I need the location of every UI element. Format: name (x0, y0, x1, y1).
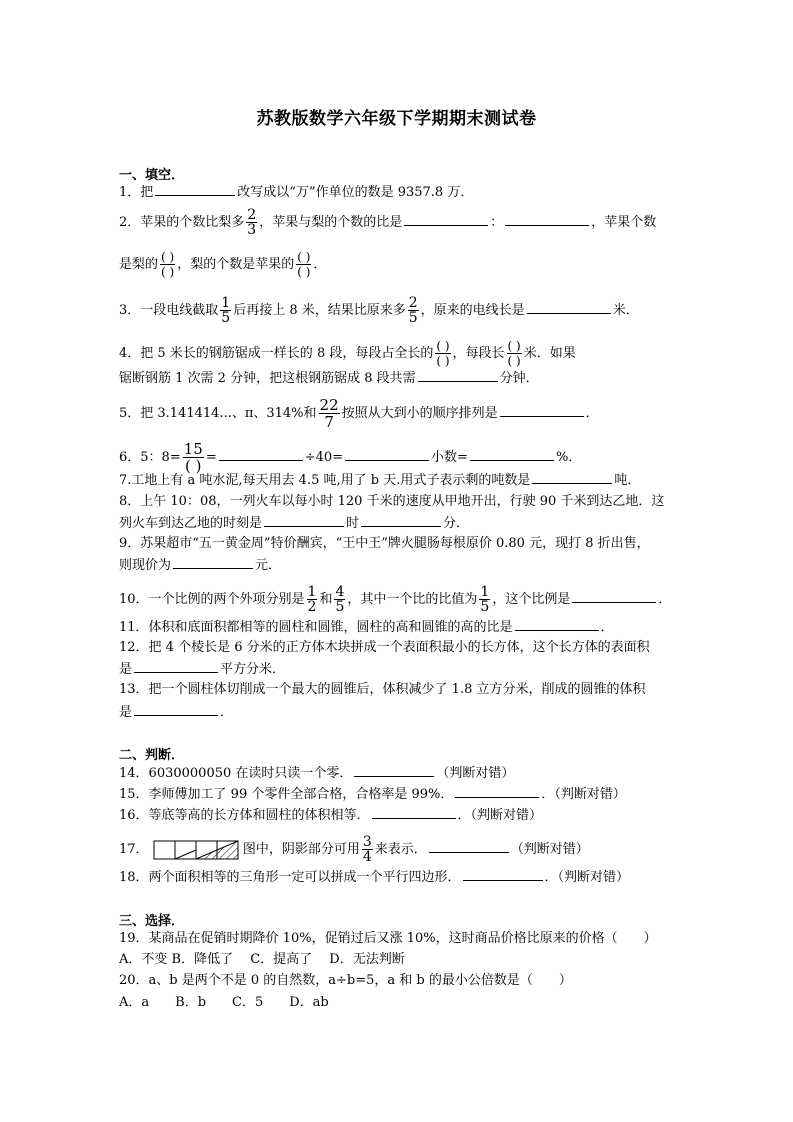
question-1: 1．把 改写成以“万”作单位的数是 9357.8 万． (119, 185, 474, 200)
question-17: 17． 图中，阴影部分可用 $\frac{3}{4}$ 来表示． （判断对错） (119, 834, 589, 865)
answer-blank[interactable] (515, 618, 599, 631)
question-8-cont: 列火车到达乙地的时刻是 时 分． (119, 516, 470, 531)
question-14: 14．6030000050 在读时只读一个零． （判断对错） (119, 766, 515, 781)
page-title: 苏教版数学六年级下学期期末测试卷 (256, 109, 537, 129)
answer-blank[interactable] (219, 448, 303, 461)
blank-fraction[interactable]: $\frac{( )}{( )}$ (297, 250, 311, 279)
answer-blank[interactable] (532, 471, 612, 484)
blank-fraction[interactable]: $\frac{( )}{( )}$ (507, 339, 521, 368)
answer-blank[interactable] (418, 369, 498, 382)
answer-blank[interactable] (505, 213, 589, 226)
question-5: 5．把 3.141414...、π、314%和 $\frac{22}{7}$ 按照从大到小的顺序排列是 ． (119, 396, 599, 431)
section-heading-fill-in: 一、填空． (119, 168, 185, 183)
question-18: 18．两个面积相等的三角形一定可以拼成一个平行四边形． ．（判断对错） (119, 870, 630, 885)
question-11: 11．体积和底面积都相等的圆柱和圆锥，圆柱的高和圆锥的高的比是 ． (119, 620, 614, 635)
question-4: 4．把 5 米长的钢筋锯成一样长的 8 段，每段占全长的 $\frac{( )}{( )}$ ，每段长 $\frac{( )}{( )}$ 米．如果 (119, 339, 576, 368)
answer-blank[interactable] (500, 404, 584, 417)
question-12: 12．把 4 个棱长是 6 分米的正方体木块拼成一个表面积最小的长方体，这个长方体的表面积 (119, 640, 650, 655)
question-4-cont: 锯断钢筋 1 次需 2 分钟，把这根钢筋锯成 8 段共需 分钟． (119, 371, 539, 386)
section-heading-multiple-choice: 三、选择． (119, 914, 185, 929)
fraction: $\frac{1}{5}$ (480, 584, 490, 615)
answer-blank[interactable] (404, 213, 488, 226)
answer-blank[interactable] (345, 448, 429, 461)
answer-blank[interactable] (455, 785, 539, 798)
answer-blank[interactable] (264, 514, 344, 527)
question-6: 6．5：8= $\frac{15}{( )}$ = ÷40= 小数= %． (119, 440, 582, 475)
answer-blank[interactable] (572, 590, 656, 603)
blank-fraction[interactable]: $\frac{( )}{( )}$ (436, 339, 450, 368)
question-9: 9．苏果超市“五一黄金周”特价酬宾，“王中王”牌火腿肠每根原价 0.80 元，现打 8 折出售， (119, 536, 650, 551)
fraction: $\frac{4}{5}$ (335, 584, 345, 615)
answer-blank[interactable] (429, 840, 509, 853)
question-8: 8．上午 10：08，一列火车以每小时 120 千米的速度从甲地开出，行驶 90 千米到达乙地．这 (119, 494, 665, 509)
fraction[interactable]: $\frac{15}{( )}$ (183, 440, 203, 475)
answer-blank[interactable] (354, 764, 434, 777)
question-2-cont: 是梨的 $\frac{( )}{( )}$ ，梨的个数是苹果的 $\frac{( )}{( )}$ ． (119, 250, 327, 279)
fraction: $\frac{3}{4}$ (362, 834, 372, 865)
answer-blank[interactable] (361, 514, 441, 527)
question-10: 10．一个比例的两个外项分别是 $\frac{1}{2}$ 和 $\frac{4}{5}$ ，其中一个比的比值为 $\frac{1}{5}$ ，这个比例是 ． (119, 584, 672, 615)
question-19-options[interactable]: A．不变 B．降低了 C．提高了 D．无法判断 (119, 952, 405, 967)
fraction: $\frac{1}{2}$ (307, 584, 317, 615)
question-2: 2．苹果的个数比梨多 $\frac{2}{3}$ ，苹果与梨的个数的比是 ： ，苹果个数 (119, 207, 657, 238)
answer-blank[interactable] (134, 660, 218, 673)
answer-blank[interactable] (155, 183, 235, 196)
question-16: 16．等底等高的长方体和圆柱的体积相等． ．（判断对错） (119, 808, 543, 823)
answer-blank[interactable] (470, 448, 554, 461)
question-3: 3．一段电线截取 $\frac{1}{5}$ 后再接上 8 米，结果比原来多 $\frac{2}{5}$ ，原来的电线长是 米． (119, 295, 639, 326)
answer-blank[interactable] (463, 868, 543, 881)
answer-blank[interactable] (527, 301, 611, 314)
answer-blank[interactable] (173, 556, 253, 569)
answer-blank[interactable] (134, 703, 218, 716)
question-13: 13．把一个圆柱体切削成一个最大的圆锥后，体积减少了 1.8 立方分米，削成的圆锥的体积 (119, 682, 646, 697)
question-19: 19．某商品在促销时期降价 10%，促销过后又涨 10%，这时商品价格比原来的价格（ ） (119, 931, 657, 946)
question-9-cont: 则现价为 元． (119, 558, 282, 573)
shaded-rectangle-diagram (153, 840, 239, 860)
fraction: $\frac{2}{3}$ (247, 207, 257, 238)
answer-blank[interactable] (372, 806, 456, 819)
blank-fraction[interactable]: $\frac{( )}{( )}$ (161, 250, 175, 279)
question-12-cont: 是 平方分米． (119, 662, 286, 677)
fraction: $\frac{2}{5}$ (408, 295, 418, 326)
fraction: $\frac{1}{5}$ (221, 295, 231, 326)
question-7: 7.工地上有 a 吨水泥,每天用去 4.5 吨,用了 b 天.用式子表示剩的吨数是 吨． (119, 473, 641, 488)
question-20: 20．a、b 是两个不是 0 的自然数，a÷b=5，a 和 b 的最小公倍数是（ ） (119, 973, 572, 988)
section-heading-true-false: 二、判断． (119, 748, 185, 763)
question-15: 15．李师傅加工了 99 个零件全部合格，合格率是 99%． ．（判断对错） (119, 787, 626, 802)
fraction: $\frac{22}{7}$ (319, 396, 339, 431)
question-20-options[interactable]: A．a B．b C．5 D．ab (119, 995, 329, 1010)
question-13-cont: 是 ． (119, 705, 234, 720)
